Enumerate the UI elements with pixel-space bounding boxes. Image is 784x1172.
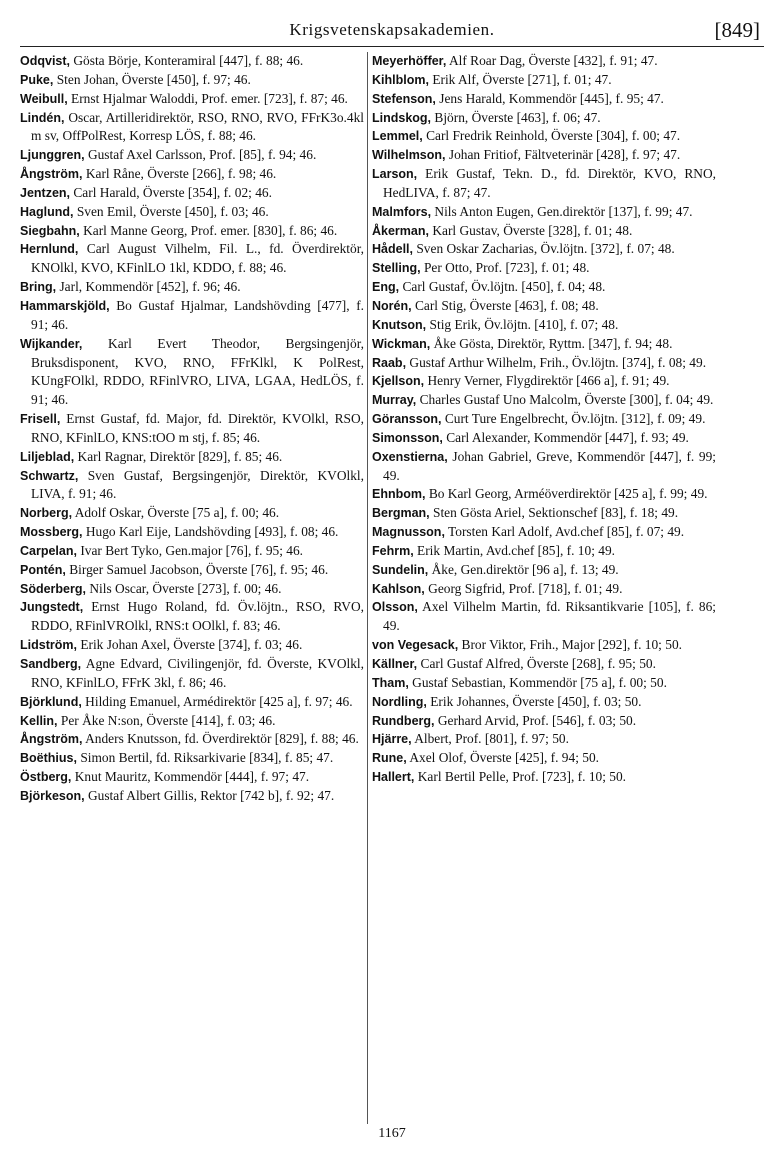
register-entry [20, 109, 364, 147]
entry-name: Norén, [372, 298, 412, 313]
register-entry [372, 655, 716, 674]
register-entry [372, 749, 716, 768]
register-entry [372, 561, 716, 580]
entry-details: Georg Sigfrid, Prof. [718], f. 01; 49. [428, 580, 623, 596]
entry-name: Schwartz, [20, 468, 79, 483]
entry-details: Erik Johan Axel, Överste [374], f. 03; 46. [80, 637, 303, 653]
register-entry [20, 222, 364, 241]
entry-name: Malmfors, [372, 204, 432, 219]
entry-name: Ehnbom, [372, 487, 426, 502]
register-entry [20, 523, 364, 542]
column-divider [367, 52, 368, 1124]
register-entry [372, 222, 716, 241]
entry-name: Meyerhöffer, [372, 54, 447, 68]
header-rule [20, 46, 764, 47]
entry-name: Bergman, [372, 506, 430, 521]
register-entry [372, 71, 716, 90]
entry-name: Åkerman, [372, 223, 429, 238]
entry-name: Jungstedt, [20, 600, 84, 615]
register-entry [372, 165, 716, 203]
register-entry [372, 52, 716, 71]
register-entry [372, 354, 716, 373]
entry-details: Bror Viktor, Frih., Major [292], f. 10; 50. [461, 637, 682, 653]
entry-details: Birger Samuel Jacobson, Överste [76], f. 95; 46. [69, 561, 329, 577]
entry-details: Björn, Överste [463], f. 06; 47. [434, 109, 601, 125]
entry-name: Knutson, [372, 317, 427, 332]
entry-name: Källner, [372, 657, 418, 671]
register-entry [20, 467, 364, 505]
entry-name: Bring, [20, 280, 57, 295]
entry-name: Tham, [372, 675, 409, 690]
entry-name: Simonsson, [372, 430, 443, 445]
entry-details: Carl Harald, Överste [354], f. 02; 46. [73, 184, 272, 200]
entry-details: Knut Mauritz, Kommendör [444], f. 97; 47. [74, 769, 310, 785]
register-entry [372, 335, 716, 354]
entry-name: Olsson, [372, 600, 418, 615]
register-entry [372, 429, 716, 448]
entry-name: Björkeson, [20, 788, 85, 803]
entry-details: Ernst Hugo Roland, fd. Öv.löjtn., RSO, RVO, RDDO, RFinlVROlkl, RNS:t OOlkl, f. 83; 46. [31, 599, 364, 634]
entry-name: Murray, [372, 393, 417, 408]
entry-details: Karl Evert Theodor, Bergsingenjör, Bruksdisponent, KVO, RNO, FFrKlkl, K PolRest, KUngFOlkl, RDDO, RFinlVRO, LIVA, LGAA, HedLÖS, f. 91; 46. [31, 335, 364, 408]
entry-details: Karl Bertil Pelle, Prof. [723], f. 10; 50. [417, 769, 627, 785]
entry-name: Mossberg, [20, 525, 83, 540]
register-entry [20, 165, 364, 184]
register-entry [20, 335, 364, 410]
entry-name: Norberg, [20, 506, 73, 521]
register-entry [20, 504, 364, 523]
entry-name: Lindskog, [372, 110, 432, 125]
register-entry [372, 240, 716, 259]
register-entry [372, 259, 716, 278]
entry-details: Stig Erik, Öv.löjtn. [410], f. 07; 48. [429, 316, 619, 332]
register-entry [372, 485, 716, 504]
register-entry [20, 542, 364, 561]
entry-name: Pontén, [20, 562, 66, 577]
register-entry [20, 712, 364, 731]
register-entry [20, 580, 364, 599]
entry-details: Adolf Oskar, Överste [75 a], f. 00; 46. [74, 505, 280, 521]
entry-details: Carl Stig, Överste [463], f. 08; 48. [414, 297, 599, 313]
register-entry [372, 90, 716, 109]
register-entry [372, 523, 716, 542]
right-column [372, 52, 716, 787]
register-entry [20, 71, 364, 90]
register-entry [372, 297, 716, 316]
entry-name: Frisell, [20, 412, 61, 427]
entry-details: Bo Gustaf Hjalmar, Landshövding [477], f. 91; 46. [31, 297, 364, 332]
entry-name: Björklund, [20, 694, 82, 709]
entry-name: Wilhelmson, [372, 148, 446, 163]
entry-name: Söderberg, [20, 581, 86, 596]
page-reference: [849] [714, 18, 760, 42]
entry-details: Carl Gustaf, Öv.löjtn. [450], f. 04; 48. [402, 279, 606, 295]
entry-details: Axel Vilhelm Martin, fd. Riksantikvarie [105], f. 86; 49. [383, 599, 716, 634]
entry-details: Karl Gustav, Överste [328], f. 01; 48. [432, 222, 633, 238]
entry-details: Oscar, Artilleridirektör, RSO, RNO, RVO, FFrK3o.4kl m sv, OffPolRest, Korresp LÖS, f. 88; 46. [31, 109, 364, 144]
entry-details: Karl Ragnar, Direktör [829], f. 85; 46. [77, 448, 283, 464]
register-entry [20, 561, 364, 580]
entry-name: Jentzen, [20, 185, 71, 200]
entry-details: Erik Johannes, Överste [450], f. 03; 50. [430, 693, 642, 709]
entry-name: Hallert, [372, 770, 415, 785]
entry-details: Karl Manne Georg, Prof. emer. [830], f. 86; 46. [83, 222, 338, 238]
register-entry [372, 693, 716, 712]
entry-name: Lemmel, [372, 129, 423, 144]
entry-details: Carl Gustaf Alfred, Överste [268], f. 95; 50. [420, 656, 656, 671]
register-entry [20, 146, 364, 165]
entry-name: Carpelan, [20, 543, 77, 558]
entry-details: Per Otto, Prof. [723], f. 01; 48. [423, 260, 590, 276]
register-entry [20, 636, 364, 655]
register-entry [20, 184, 364, 203]
entry-name: Lidström, [20, 638, 77, 653]
register-entry [20, 787, 364, 806]
entry-details: Axel Olof, Överste [425], f. 94; 50. [409, 750, 600, 766]
entry-details: Åke, Gen.direktör [96 a], f. 13; 49. [431, 561, 619, 577]
register-entry [20, 655, 364, 693]
register-entry [372, 316, 716, 335]
entry-details: Simon Bertil, fd. Riksarkivarie [834], f. 85; 47. [80, 750, 334, 766]
entry-details: Gustaf Albert Gillis, Rektor [742 b], f. 92; 47. [87, 787, 335, 803]
register-entry [372, 580, 716, 599]
entry-details: Bo Karl Georg, Arméöverdirektör [425 a], f. 99; 49. [428, 486, 708, 502]
register-entry [20, 730, 364, 749]
register-entry [20, 90, 364, 109]
entry-details: Ivar Bert Tyko, Gen.major [76], f. 95; 46. [80, 542, 304, 558]
entry-name: Hammarskjöld, [20, 298, 110, 313]
entry-details: Erik Alf, Överste [271], f. 01; 47. [432, 71, 612, 87]
entry-details: Hugo Karl Eije, Landshövding [493], f. 08; 46. [85, 524, 339, 540]
entry-name: Wijkander, [20, 336, 83, 351]
register-entry [372, 410, 716, 429]
register-entry [20, 448, 364, 467]
entry-name: Kjellson, [372, 374, 425, 389]
register-entry [20, 240, 364, 278]
entry-name: Weibull, [20, 91, 68, 106]
entry-details: Ernst Gustaf, fd. Major, fd. Direktör, KVOlkl, RSO, RNO, KFinlLO, KNS:tOO m stj, f. 85; 46. [31, 411, 364, 445]
entry-details: Sten Johan, Överste [450], f. 97; 46. [56, 71, 251, 87]
register-entry [20, 693, 364, 712]
register-entry [372, 712, 716, 731]
entry-details: Anders Knutsson, fd. Överdirektör [829], f. 88; 46. [85, 731, 359, 747]
register-entry [372, 372, 716, 391]
entry-details: Charles Gustaf Uno Malcolm, Överste [300], f. 04; 49. [419, 392, 714, 408]
entry-name: Haglund, [20, 204, 74, 219]
entry-name: Rune, [372, 751, 407, 766]
register-entry [20, 203, 364, 222]
entry-name: Puke, [20, 72, 54, 87]
entry-name: Sandberg, [20, 657, 82, 671]
entry-details: Agne Edvard, Civilingenjör, fd. Överste, KVOlkl, RNO, KFinlLO, FFrK 3kl, f. 86; 46. [31, 656, 364, 690]
entry-name: Ljunggren, [20, 148, 85, 163]
entry-details: Åke Gösta, Direktör, Ryttm. [347], f. 94; 48. [433, 335, 673, 351]
register-entry [372, 109, 716, 128]
register-entry [372, 542, 716, 561]
entry-name: Boëthius, [20, 751, 77, 766]
entry-name: Magnusson, [372, 525, 445, 540]
entry-name: Hernlund, [20, 242, 79, 257]
register-entry [372, 448, 716, 486]
entry-details: Torsten Karl Adolf, Avd.chef [85], f. 07; 49. [448, 524, 685, 540]
register-entry [372, 768, 716, 787]
register-entry [372, 127, 716, 146]
entry-name: Lindén, [20, 110, 65, 125]
register-entry [20, 297, 364, 335]
entry-name: Östberg, [20, 770, 72, 785]
entry-details: Gustaf Arthur Wilhelm, Frih., Öv.löjtn. [374], f. 08; 49. [409, 354, 707, 370]
entry-details: Jarl, Kommendör [452], f. 96; 46. [59, 279, 241, 295]
entry-name: Oxenstierna, [372, 449, 448, 464]
register-entry [372, 674, 716, 693]
entry-details: Carl August Vilhelm, Fil. L., fd. Överdirektör, KNOlkl, KVO, KFinlLO 1kl, KDDO, f. 88; 46. [31, 241, 364, 276]
entry-name: Göransson, [372, 412, 442, 427]
register-entry [372, 598, 716, 636]
entry-name: Fehrm, [372, 543, 414, 558]
entry-name: Eng, [372, 280, 400, 295]
register-entry [20, 749, 364, 768]
entry-details: Gustaf Axel Carlsson, Prof. [85], f. 94; 46. [87, 147, 317, 163]
entry-name: Kahlson, [372, 581, 425, 596]
entry-details: Karl Råne, Överste [266], f. 98; 46. [85, 166, 277, 182]
entry-details: Curt Ture Engelbrecht, Öv.löjtn. [312], f. 09; 49. [444, 411, 706, 427]
entry-details: Sten Gösta Ariel, Sektionschef [83], f. 18; 49. [433, 505, 679, 521]
entry-name: Siegbahn, [20, 223, 80, 238]
entry-details: Ernst Hjalmar Waloddi, Prof. emer. [723], f. 87; 46. [71, 90, 348, 106]
entry-name: Stefenson, [372, 91, 436, 106]
register-entry [372, 504, 716, 523]
register-entry [20, 52, 364, 71]
entry-details: Jens Harald, Kommendör [445], f. 95; 47. [439, 90, 664, 106]
register-entry [372, 203, 716, 222]
entry-details: Per Åke N:son, Överste [414], f. 03; 46. [60, 712, 276, 728]
entry-name: Nordling, [372, 694, 427, 709]
entry-details: Gustaf Sebastian, Kommendör [75 a], f. 00; 50. [412, 674, 667, 690]
register-entry [372, 146, 716, 165]
entry-details: Sven Gustaf, Bergsingenjör, Direktör, KVOlkl, LIVA, f. 91; 46. [31, 467, 364, 502]
running-title: Krigsvetenskapsakademien. [289, 20, 495, 39]
entry-name: Larson, [372, 167, 418, 182]
entry-name: Raab, [372, 355, 407, 370]
entry-name: Kihlblom, [372, 72, 429, 87]
entry-details: Alf Roar Dag, Överste [432], f. 91; 47. [448, 53, 658, 68]
register-entry [20, 598, 364, 636]
page-header [20, 20, 764, 48]
entry-name: Rundberg, [372, 713, 435, 728]
entry-details: Erik Gustaf, Tekn. D., fd. Direktör, KVO, RNO, HedLIVA, f. 87; 47. [383, 166, 716, 200]
entry-details: Hilding Emanuel, Armédirektör [425 a], f. 97; 46. [85, 693, 353, 709]
entry-details: Johan Gabriel, Greve, Kommendör [447], f. 99; 49. [383, 448, 716, 483]
entry-name: von Vegesack, [372, 638, 459, 653]
entry-name: Ångström, [20, 167, 83, 182]
entry-details: Sven Oskar Zacharias, Öv.löjtn. [372], f. 07; 48. [416, 241, 675, 257]
entry-name: Stelling, [372, 261, 421, 276]
entry-details: Johan Fritiof, Fältveterinär [428], f. 97; 47. [448, 147, 681, 163]
entry-details: Carl Alexander, Kommendör [447], f. 93; 49. [446, 429, 689, 445]
entry-name: Kellin, [20, 713, 58, 728]
entry-name: Liljeblad, [20, 449, 75, 464]
register-entry [20, 410, 364, 448]
entry-details: Henry Verner, Flygdirektör [466 a], f. 91; 49. [427, 373, 670, 389]
register-columns [20, 52, 764, 1122]
entry-details: Gerhard Arvid, Prof. [546], f. 03; 50. [437, 712, 637, 728]
register-entry [372, 730, 716, 749]
register-entry [372, 636, 716, 655]
entry-name: Sundelin, [372, 562, 429, 577]
entry-details: Erik Martin, Avd.chef [85], f. 10; 49. [417, 542, 616, 558]
entry-details: Albert, Prof. [801], f. 97; 50. [414, 731, 569, 747]
entry-details: Sven Emil, Överste [450], f. 03; 46. [76, 203, 269, 219]
register-entry [372, 391, 716, 410]
entry-name: Wickman, [372, 336, 431, 351]
entry-name: Hådell, [372, 242, 413, 257]
entry-name: Hjärre, [372, 732, 412, 747]
page-number: 1167 [378, 1126, 406, 1141]
register-entry [20, 768, 364, 787]
left-column [20, 52, 364, 806]
entry-details: Nils Oscar, Överste [273], f. 00; 46. [89, 580, 282, 596]
entry-name: Ångström, [20, 732, 83, 747]
entry-name: Odqvist, [20, 54, 71, 68]
register-entry [372, 278, 716, 297]
entry-details: Carl Fredrik Reinhold, Överste [304], f. 00; 47. [426, 128, 681, 144]
entry-details: Nils Anton Eugen, Gen.direktör [137], f. 99; 47. [434, 203, 693, 219]
register-entry [20, 278, 364, 297]
entry-details: Gösta Börje, Konteramiral [447], f. 88; 46. [73, 53, 304, 68]
